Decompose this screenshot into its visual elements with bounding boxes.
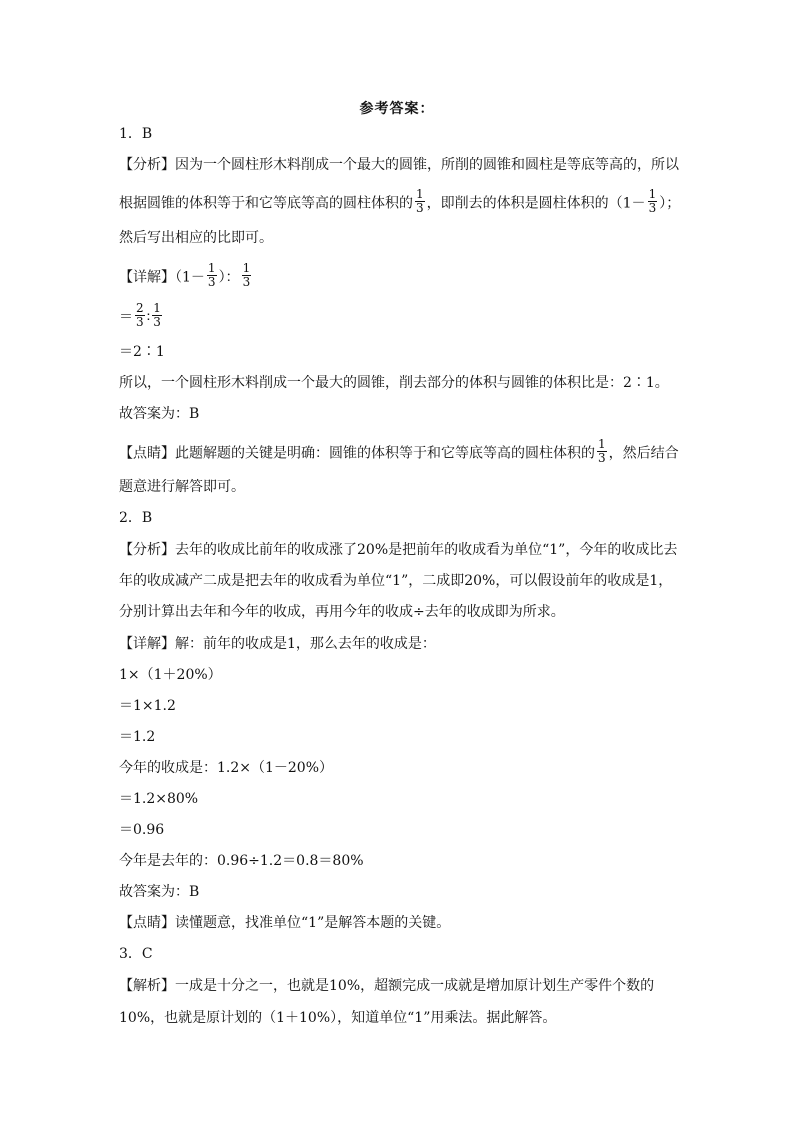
q2-answer: 故答案为：B	[119, 884, 200, 900]
q2-calc-line3: ＝1.2	[119, 729, 156, 745]
q2-tip: 【点睛】读懂题意，找准单位“1”是解答本题的关键。	[119, 915, 451, 931]
q2-detail: 【详解】解：前年的收成是1，那么去年的收成是：	[119, 636, 436, 652]
page-title: 参考答案：	[359, 101, 435, 117]
fraction-one-third: $\frac{1}{3}$	[416, 187, 424, 215]
q3-number: 3．C	[119, 946, 153, 962]
q1-detail-line	[119, 261, 253, 291]
q2-calc-line1: 1×（1＋20%）	[119, 667, 222, 683]
q1-number: 1．B	[119, 126, 153, 142]
ratio-sign: ∶	[146, 309, 151, 326]
q1-tip-line2: 题意进行解答即可。	[119, 479, 245, 495]
q1-answer: 故答案为：B	[119, 406, 200, 422]
q1-detail-text-b: ）：	[218, 269, 240, 286]
fraction-two-thirds: $\frac{2}{3}$	[136, 301, 144, 329]
q1-tip-text-a: 【点睛】此题解题的关键是明确：圆锥的体积等于和它等底等高的圆柱体积的	[119, 445, 595, 462]
q2-calc-line2: ＝1×1.2	[119, 698, 176, 714]
q1-tip-line1	[119, 437, 679, 467]
q1-detail-text-a: 【详解】（1－	[119, 269, 205, 286]
q2-calc-line7: 今年是去年的：0.96÷1.2＝0.8＝80%	[119, 853, 364, 869]
q1-analysis-line3: 然后写出相应的比即可。	[119, 230, 273, 246]
q2-calc-line5: ＝1.2×80%	[119, 791, 199, 807]
q1-tip-text-b: ，然后结合	[608, 445, 679, 462]
q1-step1	[119, 301, 164, 331]
q1-analysis-line2	[119, 187, 681, 217]
equals-sign: ＝	[119, 309, 133, 326]
q2-analysis-line2: 年的收成减产二成是把去年的收成看为单位“1”，二成即20%，可以假设前年的收成是1，	[119, 573, 673, 589]
q3-analysis-line1: 【解析】一成是十分之一，也就是10%，超额完成一成就是增加原计划生产零件个数的	[119, 978, 655, 994]
q2-calc-line6: ＝0.96	[119, 822, 165, 838]
fraction-one-third: $\frac{1}{3}$	[598, 437, 606, 465]
fraction-one-third: $\frac{1}{3}$	[153, 301, 161, 329]
q1-analysis-line1: 【分析】因为一个圆柱形木料削成一个最大的圆锥，所削的圆锥和圆柱是等底等高的，所以	[119, 157, 679, 173]
q2-analysis-line3: 分别计算出去年和今年的收成，再用今年的收成÷去年的收成即为所求。	[119, 604, 565, 620]
fraction-one-third: $\frac{1}{3}$	[207, 261, 216, 289]
q1-analysis-text-b: ，即削去的体积是圆柱体积的（1－	[426, 195, 646, 212]
q1-step2: ＝2∶1	[119, 344, 165, 360]
q3-analysis-line2: 10%，也就是原计划的（1＋10%），知道单位“1”用乘法。据此解答。	[119, 1010, 557, 1026]
fraction-one-third: $\frac{1}{3}$	[648, 187, 657, 215]
q1-conclusion: 所以，一个圆柱形木料削成一个最大的圆锥，削去部分的体积与圆锥的体积比是：2∶1。	[119, 375, 669, 391]
q1-analysis-text-a: 根据圆锥的体积等于和它等底等高的圆柱体积的	[119, 195, 413, 212]
q2-calc-line4: 今年的收成是：1.2×（1－20%）	[119, 760, 334, 776]
q2-analysis-line1: 【分析】去年的收成比前年的收成涨了20%是把前年的收成看为单位“1”，今年的收成比去	[119, 542, 678, 558]
q2-number: 2．B	[119, 510, 153, 526]
fraction-one-third: $\frac{1}{3}$	[242, 261, 251, 289]
q1-analysis-text-c: ）；	[659, 195, 681, 212]
